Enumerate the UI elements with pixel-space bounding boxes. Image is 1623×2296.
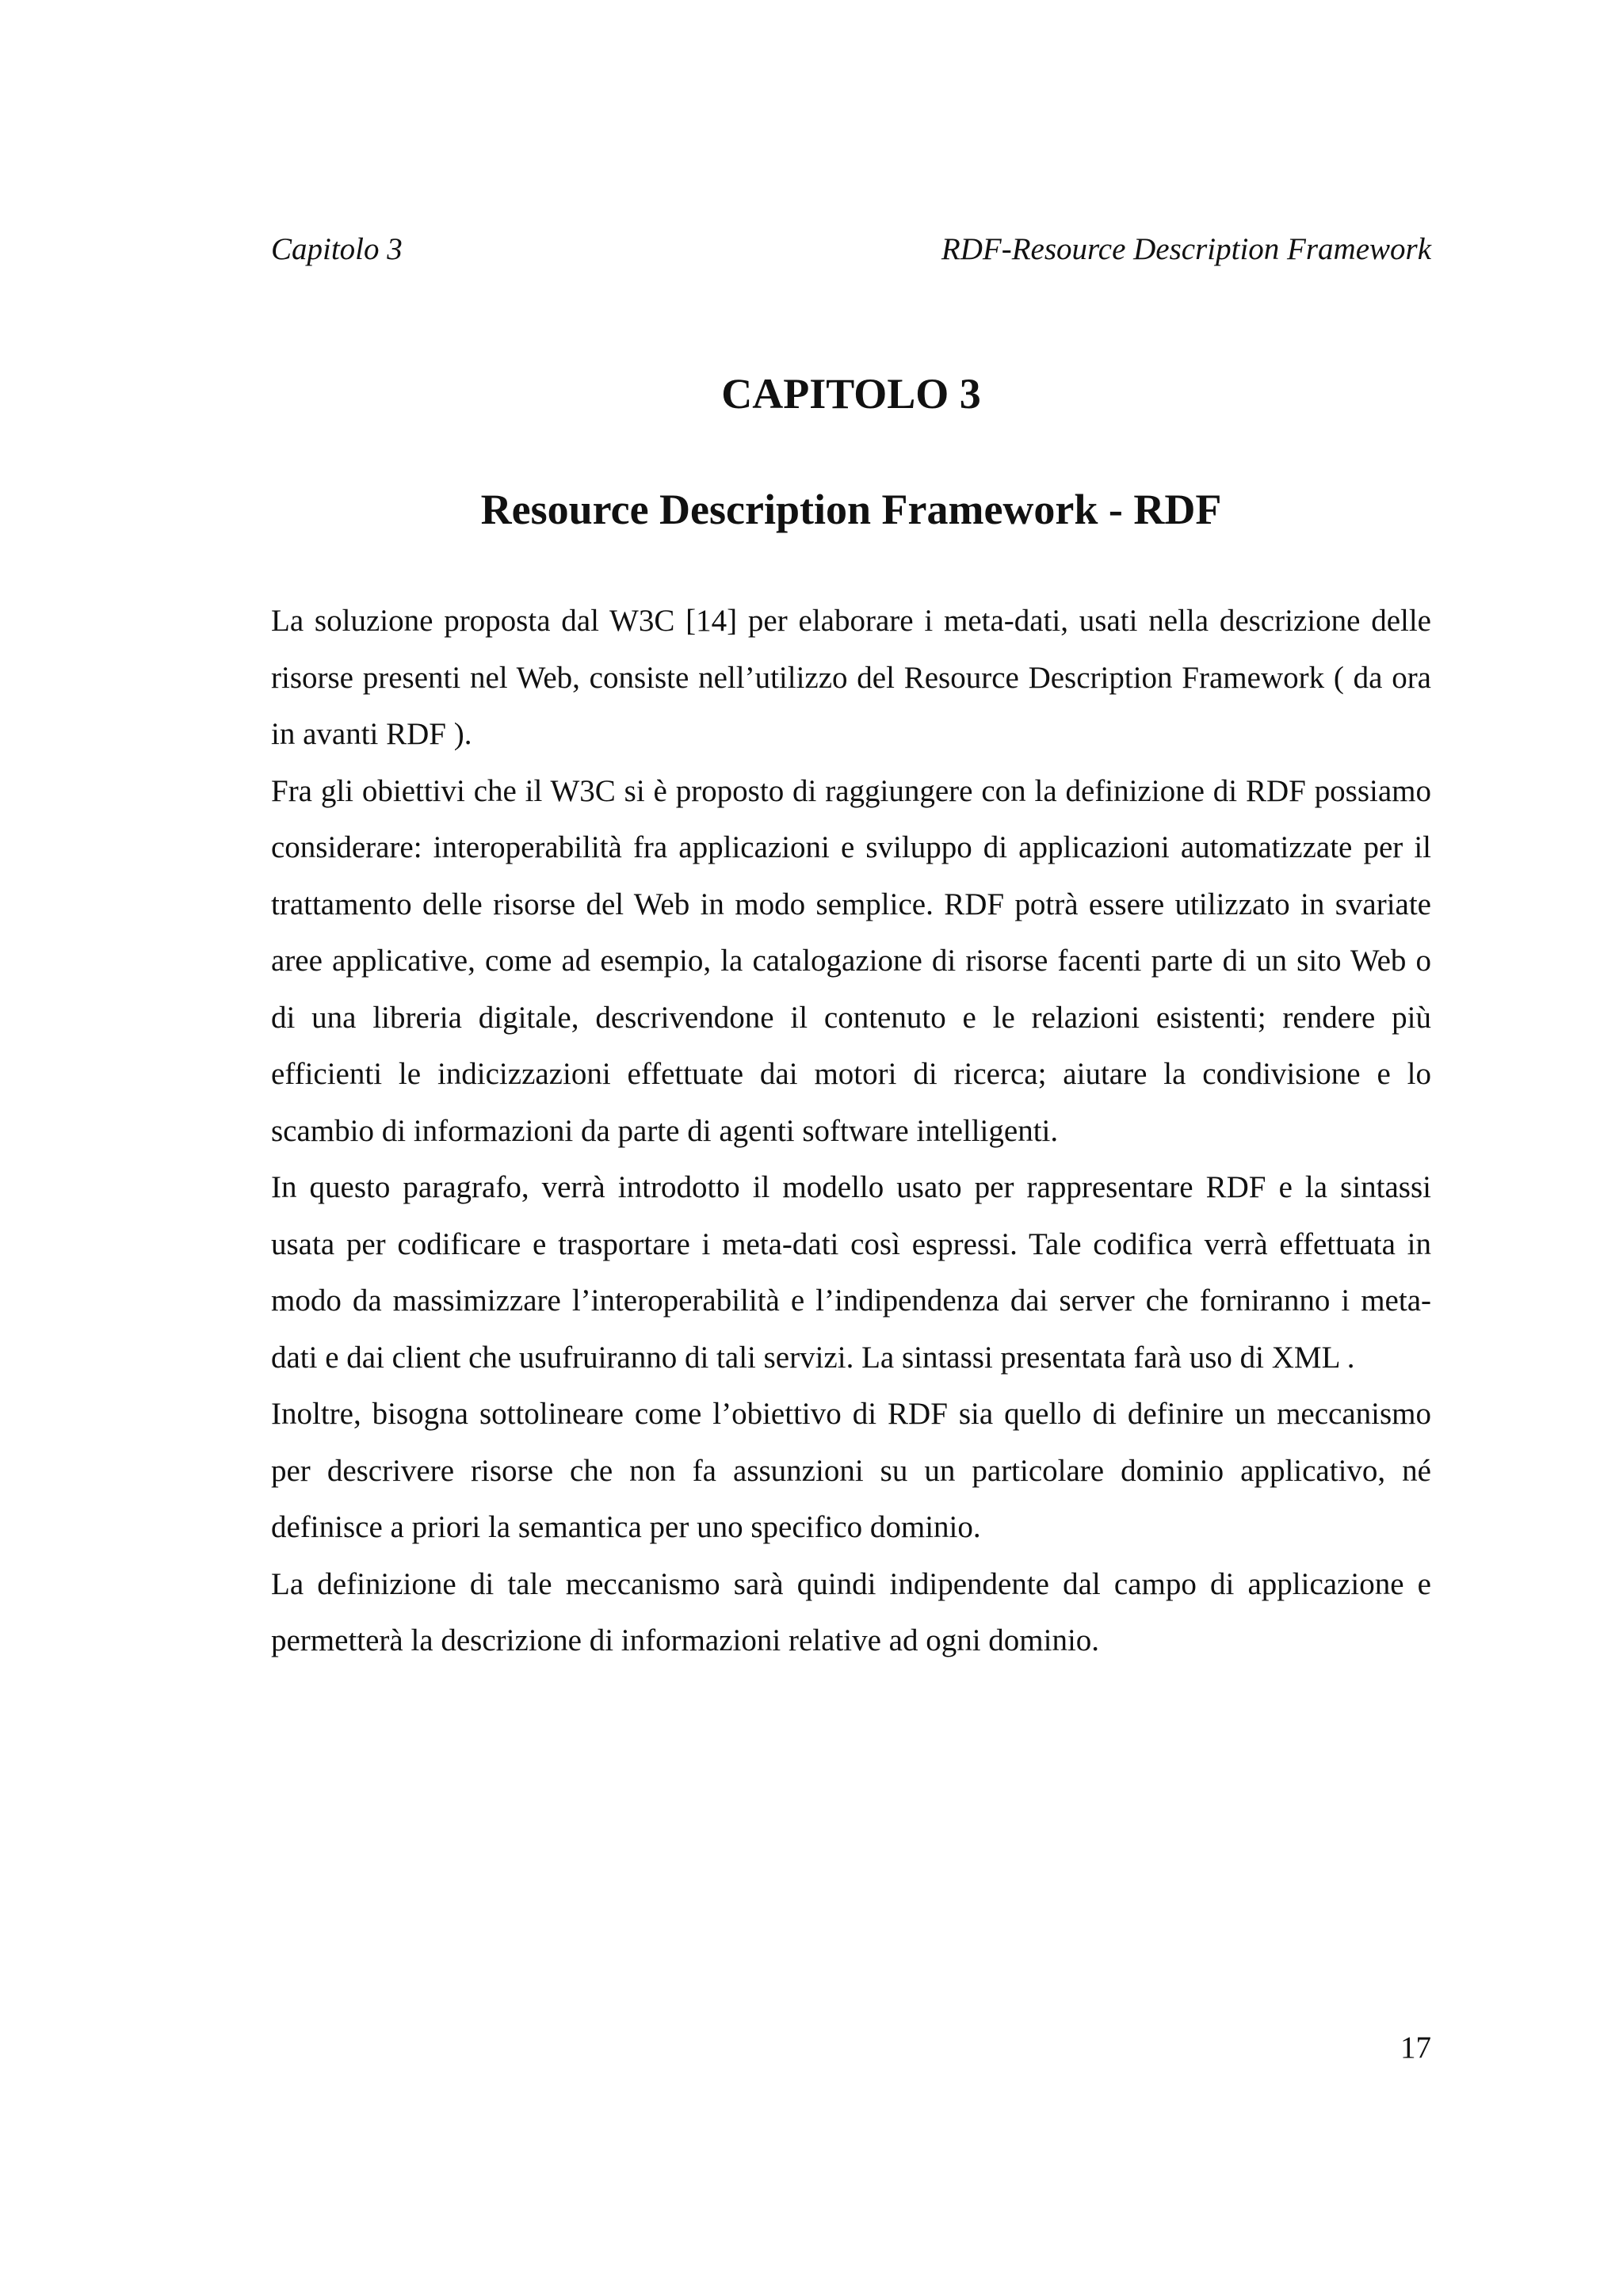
chapter-title: Resource Description Framework - RDF xyxy=(480,486,1222,533)
body-text xyxy=(271,593,1431,1669)
paragraph-5: La definizione di tale meccanismo sarà quindi indipendente dal campo di applicazione e permetterà la descrizione di informazioni relative ad ogni dominio. xyxy=(271,1566,1431,1657)
running-header-right: RDF-Resource Description Framework xyxy=(941,232,1431,266)
running-header xyxy=(271,231,1431,276)
paragraph-4: Inoltre, bisogna sottolineare come l’obiettivo di RDF sia quello di definire un meccanismo per descrivere risorse che non fa assunzioni su un particolare dominio applicativo, né definisce a priori la semantica per uno specifico dominio. xyxy=(271,1397,1431,1544)
paragraph-1: La soluzione proposta dal W3C [14] per elaborare i meta-dati, usati nella descrizione delle risorse presenti nel Web, consiste nell’utilizzo del Resource Description Framework ( da ora in avanti RDF ). xyxy=(271,604,1431,751)
running-header-left: Capitolo 3 xyxy=(271,232,403,266)
chapter-number: CAPITOLO 3 xyxy=(721,370,981,418)
paragraph-3: In questo paragrafo, verrà introdotto il modello usato per rappresentare RDF e la sintassi usata per codificare e trasportare i meta-dati così espressi. Tale codifica verrà effettuata in modo da massimizzare l’interoperabilità e l’indipendenza dai server che forniranno i meta-dati e dai client che usufruiranno di tali servizi. La sintassi presentata farà uso di XML . xyxy=(271,1170,1431,1375)
paragraph-2: Fra gli obiettivi che il W3C si è proposto di raggiungere con la definizione di RDF possiamo considerare: interoperabilità fra applicazioni e sviluppo di applicazioni automatizzate per il trattamento delle risorse del Web in modo semplice. RDF potrà essere utilizzato in svariate aree applicative, come ad esempio, la catalogazione di risorse facenti parte di un sito Web o di una libreria digitale, descrivendone il contenuto e le relazioni esistenti; rendere più efficienti le indicizzazioni effettuate dai motori di ricerca; aiutare la condivisione e lo scambio di informazioni da parte di agenti software intelligenti. xyxy=(271,773,1431,1148)
page-number: 17 xyxy=(1400,2031,1431,2065)
